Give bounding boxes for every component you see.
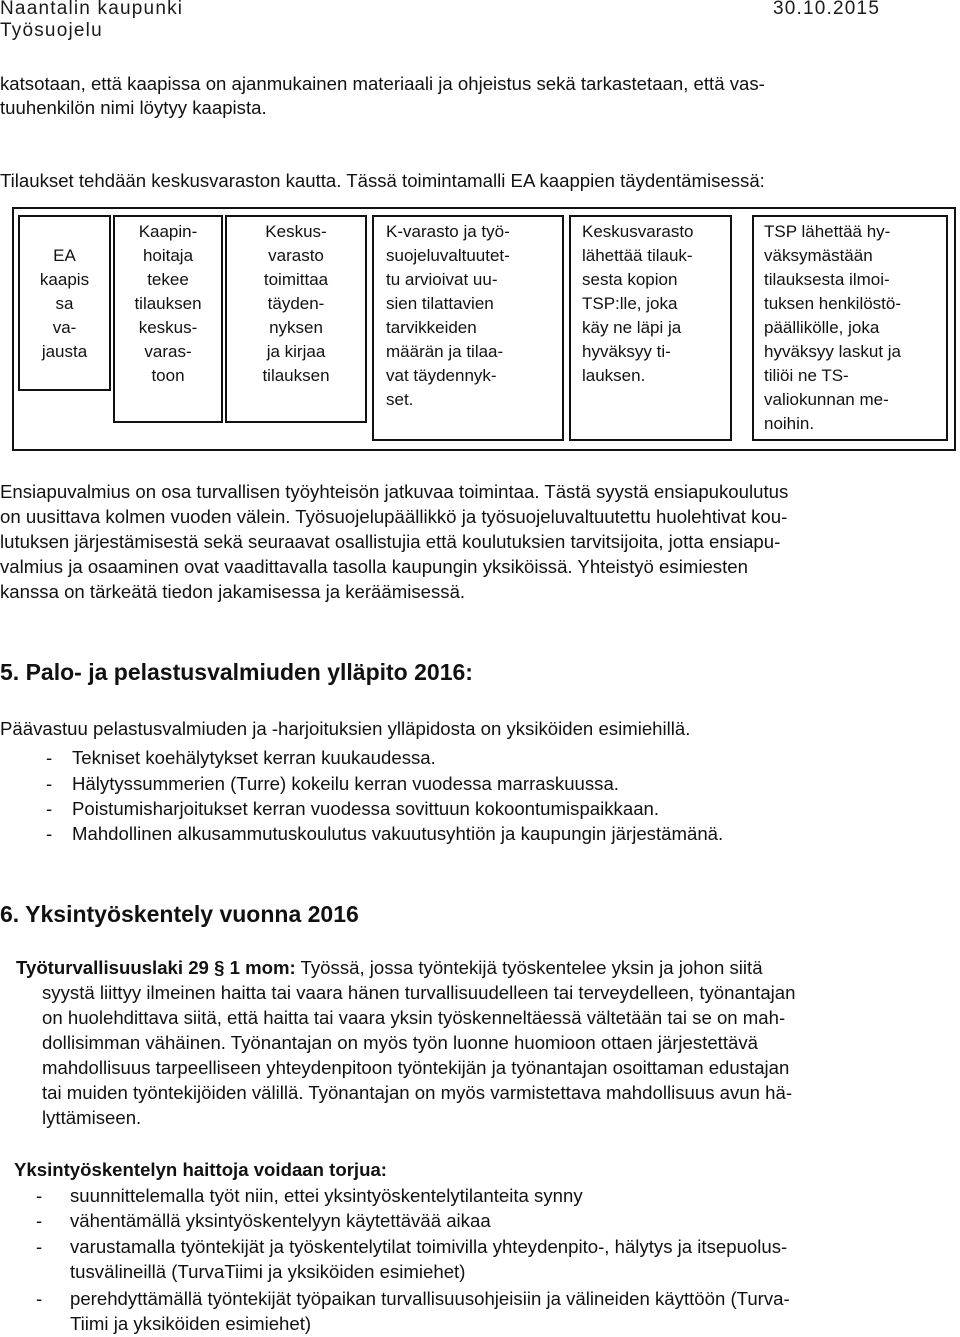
flow-step-3-text: Keskus- varasto toimittaa täyden- nyksen ja kirjaa tilauksen — [262, 222, 330, 385]
law-line-4: dollisimman vähäinen. Työnantajan on myös työn luonne huomioon ottaen järjestettävä — [42, 1032, 758, 1053]
prevent-title: Yksintyöskentelyn haittoja voidaan torjua: — [14, 1159, 387, 1180]
section-5-title: 5. Palo- ja pelastusvalmiuden ylläpito 2016: — [0, 659, 473, 685]
law-first-line — [16, 956, 763, 981]
flow-step-1-text: EA kaapis sa va- jausta — [39, 246, 90, 361]
bullet-dash: - — [36, 1210, 43, 1231]
firstaid-line-1: Ensiapuvalmius on osa turvallisen työyhteisön jatkuvaa toimintaa. Tästä syystä ensiapukoulutus — [0, 481, 789, 502]
header-date: 30.10.2015 — [773, 0, 881, 19]
law-label: Työturvallisuuslaki 29 § 1 mom: — [16, 957, 296, 978]
law-line-7: lyttämiseen. — [42, 1107, 142, 1128]
firstaid-line-2: on uusittava kolmen vuoden välein. Työsuojelupäällikkö ja työsuojeluvaltuutettu huolehtivat kou- — [0, 506, 788, 527]
firstaid-line-5: kanssa on tärkeätä tiedon jakamisessa ja keräämisessä. — [0, 581, 466, 602]
section-5-item-3: Poistumisharjoitukset kerran vuodessa sovittuun kokoontumispaikkaan. — [72, 798, 660, 819]
header-organization: Naantalin kaupunki — [0, 0, 184, 19]
firstaid-line-4: valmius ja osaaminen ovat vaadittavalla tasolla kaupungin yksiköissä. Yhteistyö esimiesten — [0, 556, 748, 577]
prevent-item-3-line-1: varustamalla työntekijät ja työskentelytilat toimivilla yhteydenpito-, hälytys ja itsepuolus- — [70, 1236, 788, 1257]
law-line-2: syystä liittyy ilmeinen haitta tai vaara hänen turvallisuudelleen tai terveydelleen, työnantajan — [42, 982, 796, 1003]
flow-step-4-text: K-varasto ja työ- suojeluvaltuutet- tu arvioivat uu- sien tilattavien tarvikkeiden määrän ja tilaa- vat täydennyk- set. — [386, 222, 510, 409]
firstaid-line-3: lutuksen järjestämisestä sekä seuraavat osallistujia että koulutuksien tarvitsijoita, jotta ensiapu- — [0, 531, 781, 552]
prevent-item-4-line-1: perehdyttämällä työntekijät työpaikan turvallisuusohjeisiin ja välineiden käyttöön (Turva- — [70, 1288, 790, 1309]
section-5-item-4: Mahdollinen alkusammutuskoulutus vakuutusyhtiön ja kaupungin järjestämänä. — [72, 823, 724, 844]
bullet-dash: - — [46, 773, 53, 794]
prevent-item-1: suunnittelemalla työt niin, ettei yksintyöskentelytilanteita synny — [70, 1185, 583, 1206]
bullet-dash: - — [46, 798, 53, 819]
section-5-item-1: Tekniset koehälytykset kerran kuukaudessa. — [72, 747, 436, 768]
intro-flow-caption: Tilaukset tehdään keskusvaraston kautta. Tässä toimintamalli EA kaappien täydentämisessä: — [0, 170, 765, 191]
prevent-item-2: vähentämällä yksintyöskentelyyn käytettävää aikaa — [70, 1210, 491, 1231]
section-6-title: 6. Yksintyöskentely vuonna 2016 — [0, 901, 359, 927]
section-5-item-2: Hälytyssummerien (Turre) kokeilu kerran vuodessa marraskuussa. — [72, 773, 619, 794]
section-5-intro: Päävastuu pelastusvalmiuden ja -harjoituksien ylläpidosta on yksiköiden esimiehillä. — [0, 718, 691, 739]
prevent-item-4-line-2: Tiimi ja yksiköiden esimiehet) — [70, 1313, 312, 1334]
law-line-6: tai muiden työntekijöiden välillä. Työnantajan on myös varmistettava mahdollisuus avun hä- — [42, 1082, 793, 1103]
flow-step-2-text: Kaapin- hoitaja tekee tilauksen keskus- varas- toon — [134, 222, 202, 385]
flow-step-5-text: Keskusvarasto lähettää tilauk- sesta kopion TSP:lle, joka käy ne läpi ja hyväksyy ti- lauksen. — [582, 222, 694, 385]
law-line-5: mahdollisuus tarpeelliseen yhteydenpitoon työntekijän ja työnantajan osoittaman edustajan — [42, 1057, 790, 1078]
bullet-dash: - — [46, 823, 53, 844]
bullet-dash: - — [36, 1185, 43, 1206]
bullet-dash: - — [36, 1288, 43, 1309]
prevent-item-3-line-2: tusvälineillä (TurvaTiimi ja yksiköiden esimiehet) — [70, 1261, 466, 1282]
intro-line-2: tuuhenkilön nimi löytyy kaapista. — [0, 97, 267, 118]
header-subtitle: Työsuojelu — [0, 20, 103, 41]
law-text-1: Työssä, jossa työntekijä työskentelee yksin ja johon siitä — [300, 957, 763, 978]
intro-line-1: katsotaan, että kaapissa on ajanmukainen materiaali ja ohjeistus sekä tarkastetaan, että vas- — [0, 73, 765, 94]
flow-step-6-text: TSP lähettää hy- väksymästään tilauksesta ilmoi- tuksen henkilöstö- päällikölle, joka hyväksyy laskut ja tiliöi ne TS- valiokunnan me- noihin. — [764, 222, 902, 433]
bullet-dash: - — [36, 1236, 43, 1257]
bullet-dash: - — [46, 747, 53, 768]
law-line-3: on huolehdittava siitä, että haitta tai vaara yksin työskenneltäessä vältetään tai se on mah- — [42, 1007, 786, 1028]
